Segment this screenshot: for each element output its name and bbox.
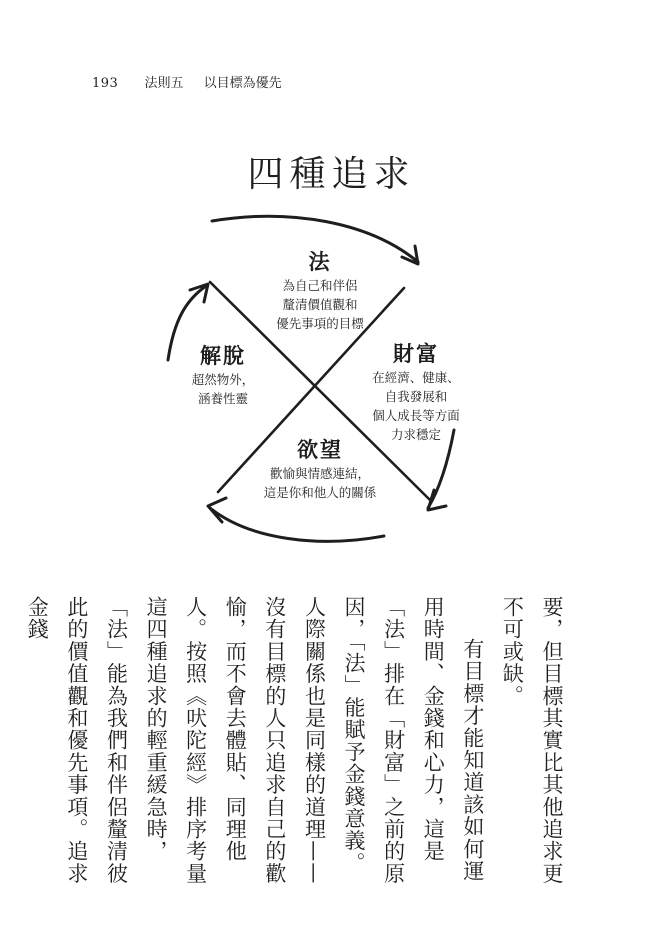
quadrant-liberation	[168, 340, 278, 408]
vertical-body-text	[17, 596, 571, 892]
arrow-bottom-left	[210, 508, 384, 541]
quadrant-title: 財富	[393, 342, 439, 366]
chapter-title: 以目標為優先	[203, 76, 282, 91]
paragraph: 有目標才能知道該如何運用時間、金錢和心力，這是「法」排在「財富」之前的原因，「法」能賦予金錢意義。人際關係也是同樣的道理——沒有目標的人只追求自己的歡愉，而不會去體貼、同理他人。按照《吠陀經》排序考量這四種追求的輕重緩急時，「法」能為我們和伴侶釐清彼此的價值觀和優先事項。追求金錢	[25, 596, 485, 885]
quadrant-description: 在經濟、健康、 自我發展和 個人成長等方面 力求穩定	[372, 370, 460, 442]
quadrant-description: 歡愉與情感連結， 這是你和他人的關係	[263, 466, 377, 500]
paragraph: 要，但目標其實比其他追求更不可或缺。	[500, 596, 564, 885]
quadrant-title: 欲望	[297, 438, 343, 462]
quadrant-description: 超然物外， 涵養性靈	[191, 372, 255, 406]
quadrant-description: 為自己和伴侶 釐清價值觀和 優先事項的目標	[276, 278, 364, 331]
chapter-label: 法則五	[144, 76, 184, 91]
quadrant-title: 解脫	[200, 344, 246, 368]
diagram-title: 四種追求	[247, 154, 416, 195]
quadrant-title: 法	[308, 250, 332, 274]
quadrant-wealth	[356, 338, 476, 444]
page-number: 193	[92, 76, 119, 91]
quadrant-dharma	[230, 246, 410, 333]
quadrant-desire	[220, 434, 420, 502]
